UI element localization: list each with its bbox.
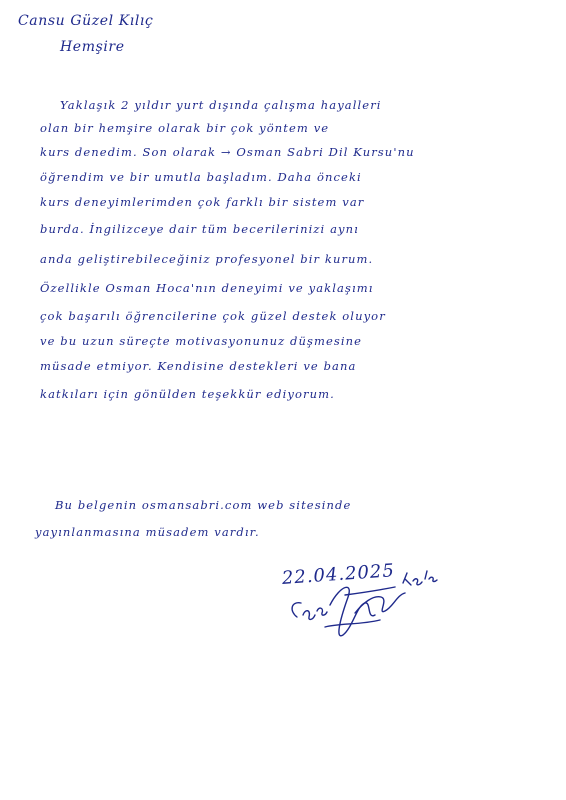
letter-line: ve bu uzun süreçte motivasyonunuz düşmesine	[40, 334, 363, 348]
letter-line: katkıları için gönülden teşekkür ediyorum.	[40, 387, 335, 401]
letter-line: Yaklaşık 2 yıldır yurt dışında çalışma hayalleri	[60, 98, 382, 112]
letter-line: çok başarılı öğrencilerine çok güzel destek oluyor	[40, 309, 386, 323]
letter-line: burda. İngilizceye dair tüm becerilerinizi aynı	[40, 222, 359, 236]
handwritten-signature-icon	[285, 565, 445, 650]
letter-line: Özellikle Osman Hoca'nın deneyimi ve yaklaşımı	[40, 281, 374, 295]
consent-line: Bu belgenin osmansabri.com web sitesinde	[55, 498, 352, 512]
signature	[285, 565, 445, 650]
author-name: Cansu Güzel Kılıç	[18, 13, 154, 29]
letter-line: anda geliştirebileceğiniz profesyonel bir kurum.	[40, 252, 374, 266]
author-title: Hemşire	[60, 39, 125, 55]
signature-date: 22.04.2025	[281, 560, 396, 589]
letter-line: müsade etmiyor. Kendisine destekleri ve bana	[40, 359, 357, 373]
consent-line: yayınlanmasına müsadem vardır.	[35, 525, 260, 539]
letter-line: olan bir hemşire olarak bir çok yöntem ve	[40, 121, 330, 135]
letter-line: kurs deneyimlerimden çok farklı bir sistem var	[40, 195, 365, 209]
letter-line: kurs denedim. Son olarak → Osman Sabri Dil Kursu'nu	[40, 145, 415, 159]
letter-line: öğrendim ve bir umutla başladım. Daha önceki	[40, 170, 362, 184]
